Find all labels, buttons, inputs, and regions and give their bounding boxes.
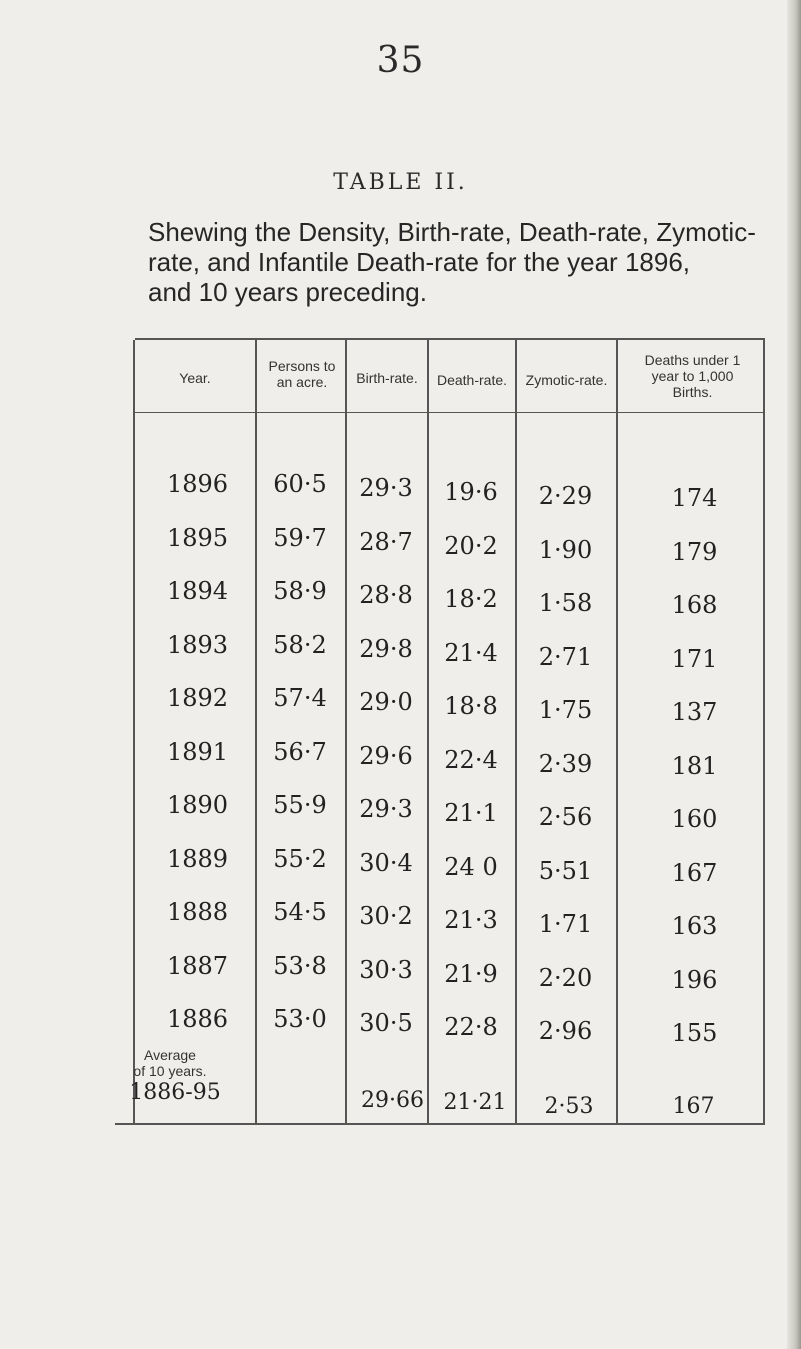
cell-infant-deaths: 196 [671,966,718,994]
header-rule [135,412,765,413]
cell-birth-rate: 29·8 [359,635,413,663]
cell-infant-deaths: 137 [671,698,718,726]
caption-line: rate, and Infantile Death-rate for the year 1896, [148,247,691,277]
average-infant-deaths: 167 [672,1094,715,1119]
cell-zymotic-rate: 2·20 [538,964,593,992]
cell-infant-deaths: 167 [671,859,718,887]
cell-infant-deaths: 171 [671,645,718,673]
cell-birth-rate: 29·3 [359,795,413,823]
cell-persons: 53·8 [273,952,327,980]
cell-year: 1894 [166,577,229,605]
cell-birth-rate: 28·7 [359,528,413,556]
header-death-rate: Death-rate. [436,372,508,388]
column-rule [345,340,347,1125]
cell-death-rate: 21·9 [444,960,498,988]
average-birth-rate: 29·66 [361,1088,424,1113]
table-bottom-rule [115,1123,765,1125]
cell-infant-deaths: 181 [671,752,718,780]
cell-year: 1891 [166,738,229,766]
cell-zymotic-rate: 2·96 [538,1017,593,1045]
cell-persons: 57·4 [273,684,327,712]
cell-death-rate: 18·2 [444,585,498,613]
cell-persons: 55·2 [273,845,327,873]
cell-zymotic-rate: 2·71 [538,643,593,671]
cell-year: 1895 [166,524,229,552]
cell-zymotic-rate: 2·56 [538,803,593,831]
cell-infant-deaths: 179 [671,538,718,566]
cell-persons: 54·5 [273,898,327,926]
cell-persons: 59·7 [273,524,327,552]
cell-year: 1890 [166,791,229,819]
average-label-line: of 10 years. [133,1063,207,1079]
average-label [100,1047,240,1079]
average-death-rate: 21·21 [443,1090,507,1115]
column-rule [133,340,135,1125]
cell-year: 1886 [166,1005,229,1033]
cell-birth-rate: 29·6 [359,742,413,770]
cell-death-rate: 19·6 [444,478,498,506]
column-rule [427,340,429,1125]
cell-persons: 60·5 [273,470,327,498]
cell-infant-deaths: 168 [671,591,718,619]
cell-zymotic-rate: 1·90 [538,536,593,564]
page-number: 35 [376,40,425,81]
header-persons: Persons to an acre. [268,358,336,390]
cell-infant-deaths: 160 [671,805,718,833]
cell-death-rate: 24 0 [444,853,498,881]
cell-zymotic-rate: 1·58 [538,589,593,617]
cell-year: 1896 [166,470,229,498]
average-label-line: Average [144,1047,196,1063]
cell-death-rate: 18·8 [444,692,498,720]
cell-year: 1888 [166,898,229,926]
column-rule [515,340,517,1125]
column-rule [763,340,765,1125]
cell-death-rate: 21·3 [444,906,498,934]
cell-year: 1892 [166,684,229,712]
cell-death-rate: 20·2 [444,532,498,560]
cell-birth-rate: 28·8 [359,581,413,609]
cell-zymotic-rate: 5·51 [538,857,593,885]
cell-year: 1889 [166,845,229,873]
cell-zymotic-rate: 2·39 [538,750,593,778]
cell-birth-rate: 30·5 [359,1009,413,1037]
cell-birth-rate: 29·0 [359,688,413,716]
table-title: TABLE II. [333,170,468,195]
cell-persons: 53·0 [273,1005,327,1033]
cell-infant-deaths: 163 [671,912,718,940]
cell-year: 1893 [166,631,229,659]
cell-persons: 56·7 [273,738,327,766]
header-zymotic-rate: Zymotic-rate. [525,372,608,388]
cell-persons: 55·9 [273,791,327,819]
cell-year: 1887 [166,952,229,980]
cell-death-rate: 22·8 [444,1013,498,1041]
table-top-rule [135,338,765,340]
header-birth-rate: Birth-rate. [356,370,418,386]
caption-line: and 10 years preceding. [148,277,427,307]
cell-zymotic-rate: 1·75 [538,696,593,724]
cell-birth-rate: 29·3 [359,474,413,502]
header-year: Year. [179,370,211,386]
cell-zymotic-rate: 1·71 [538,910,593,938]
cell-death-rate: 21·1 [444,799,498,827]
cell-zymotic-rate: 2·29 [538,482,593,510]
average-zymotic-rate: 2·53 [544,1094,594,1119]
cell-birth-rate: 30·3 [359,956,413,984]
cell-birth-rate: 30·2 [359,902,413,930]
header-infant-deaths: Deaths under 1 year to 1,000 Births. [644,352,741,400]
cell-death-rate: 22·4 [444,746,498,774]
cell-birth-rate: 30·4 [359,849,413,877]
cell-death-rate: 21·4 [444,639,498,667]
column-rule [616,340,618,1125]
caption-line: Shewing the Density, Birth-rate, Death-rate, Zymotic- [148,217,756,247]
cell-infant-deaths: 155 [671,1019,718,1047]
cell-persons: 58·9 [273,577,327,605]
cell-infant-deaths: 174 [671,484,718,512]
cell-persons: 58·2 [273,631,327,659]
average-year: 1886-95 [129,1080,221,1105]
